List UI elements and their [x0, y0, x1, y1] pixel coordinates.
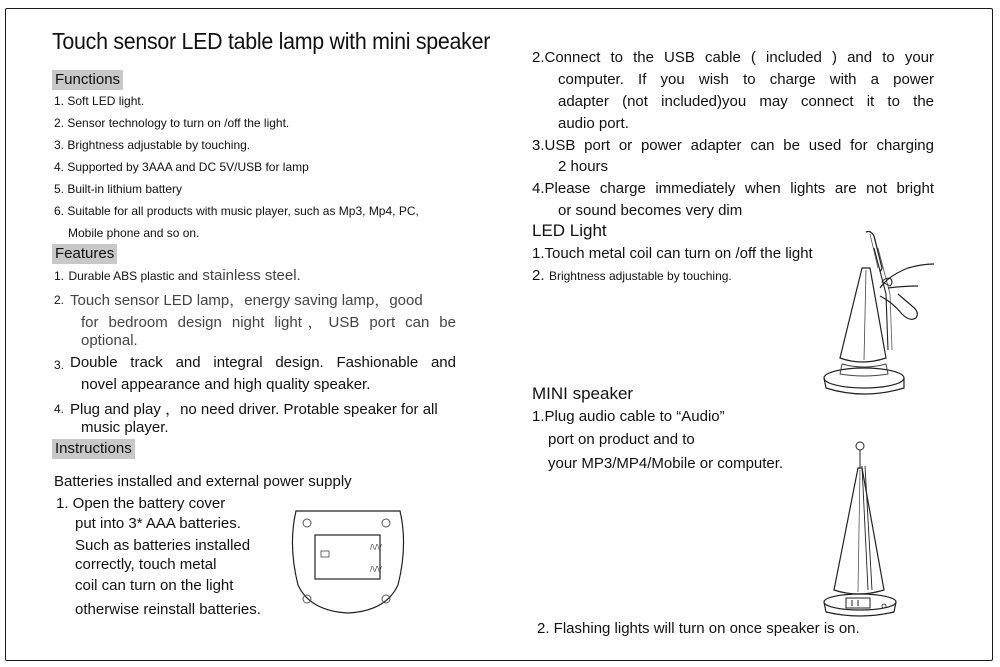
item-text-wrap	[70, 354, 456, 371]
item-text: music player.	[81, 419, 169, 436]
item-number: 1.	[54, 269, 65, 283]
item-text: for bedroom design night light，USB port can be	[81, 314, 456, 331]
instructions-header: Instructions	[52, 439, 135, 459]
lamp-touch-illustration	[818, 228, 936, 400]
led-item-2	[532, 267, 732, 285]
spring-mark: /\/\/	[370, 565, 382, 573]
step-text-wrap	[558, 93, 934, 110]
item-number: 3.	[54, 358, 65, 372]
mini-item-2: 2. Flashing lights will turn on once speaker is on.	[537, 620, 860, 637]
item-text: Brightness adjustable by touching.	[548, 269, 732, 283]
mini-speaker-header: MINI speaker	[532, 384, 634, 403]
item-text: Touch sensor LED lamp，energy saving lamp，good	[70, 292, 423, 309]
step-text-wrap	[558, 71, 934, 88]
step-text: 2 hours	[558, 158, 609, 175]
battery-cover-illustration	[286, 505, 410, 617]
item-text-wrap	[81, 311, 456, 332]
functions-item: 2. Sensor technology to turn on /off the light.	[54, 116, 290, 130]
functions-item: 4. Supported by 3AAA and DC 5V/USB for lamp	[54, 160, 309, 174]
item-text: Plug and play ，no need driver. Protable speaker for all	[70, 401, 438, 418]
step-text-wrap	[532, 137, 934, 154]
mini-item-1-text: 1.Plug audio cable to “Audio”	[532, 408, 725, 425]
item-number: 4.	[54, 402, 65, 416]
step-text: Such as batteries installed	[75, 537, 251, 554]
step-text: correctly, touch metal	[75, 556, 217, 573]
features-header: Features	[52, 244, 117, 264]
functions-header: Functions	[52, 70, 123, 90]
instructions-subheader: Batteries installed and external power supply	[54, 473, 352, 490]
item-text: novel appearance and high quality speaker.	[81, 376, 371, 393]
functions-item: 1. Soft LED light.	[54, 94, 145, 108]
step-text: coil can turn on the light	[75, 577, 234, 594]
functions-item: Mobile phone and so on.	[68, 226, 200, 240]
step-text: otherwise reinstall batteries.	[75, 601, 261, 618]
step-text: adapter (not included)you may connect it to the	[558, 93, 934, 110]
step-text: 2.Connect to the USB cable ( included ) and to your	[532, 49, 934, 66]
item-text: optional.	[81, 332, 138, 349]
spring-mark: /\/\/	[370, 543, 382, 551]
functions-item: 6. Suitable for all products with music player, such as Mp3, Mp4, PC,	[54, 204, 419, 218]
step-text: 3.USB port or power adapter can be used for charging	[532, 137, 934, 154]
item-text: stainless steel.	[202, 267, 301, 284]
step-text: computer. If you wish to charge with a power	[558, 71, 934, 88]
page-title: Touch sensor LED table lamp with mini speaker	[52, 28, 491, 54]
features-item-1	[54, 267, 301, 285]
step-text: 4.Please charge immediately when lights are not bright	[532, 180, 934, 197]
lamp-audio-port-illustration	[818, 440, 918, 620]
functions-item: 3. Brightness adjustable by touching.	[54, 138, 251, 152]
step-text: put into 3* AAA batteries.	[75, 515, 241, 532]
item-text: Double track and integral design. Fashionable and	[70, 354, 456, 371]
item-number: 2.	[54, 293, 65, 307]
step-text-wrap	[532, 180, 934, 197]
step-text: audio port.	[558, 115, 629, 132]
mini-item-1-text: your MP3/MP4/Mobile or computer.	[548, 455, 784, 472]
step-text-wrap	[532, 49, 934, 66]
step-text: 1. Open the battery cover	[56, 495, 226, 512]
step-text: or sound becomes very dim	[558, 202, 743, 219]
led-item-1: 1.Touch metal coil can turn on /off the light	[532, 245, 813, 262]
functions-item: 5. Built-in lithium battery	[54, 182, 183, 196]
led-light-header: LED Light	[532, 221, 607, 240]
item-number: 2.	[532, 267, 545, 284]
mini-item-1-text: port on product and to	[548, 431, 695, 448]
item-text: Durable ABS plastic and	[68, 269, 198, 283]
